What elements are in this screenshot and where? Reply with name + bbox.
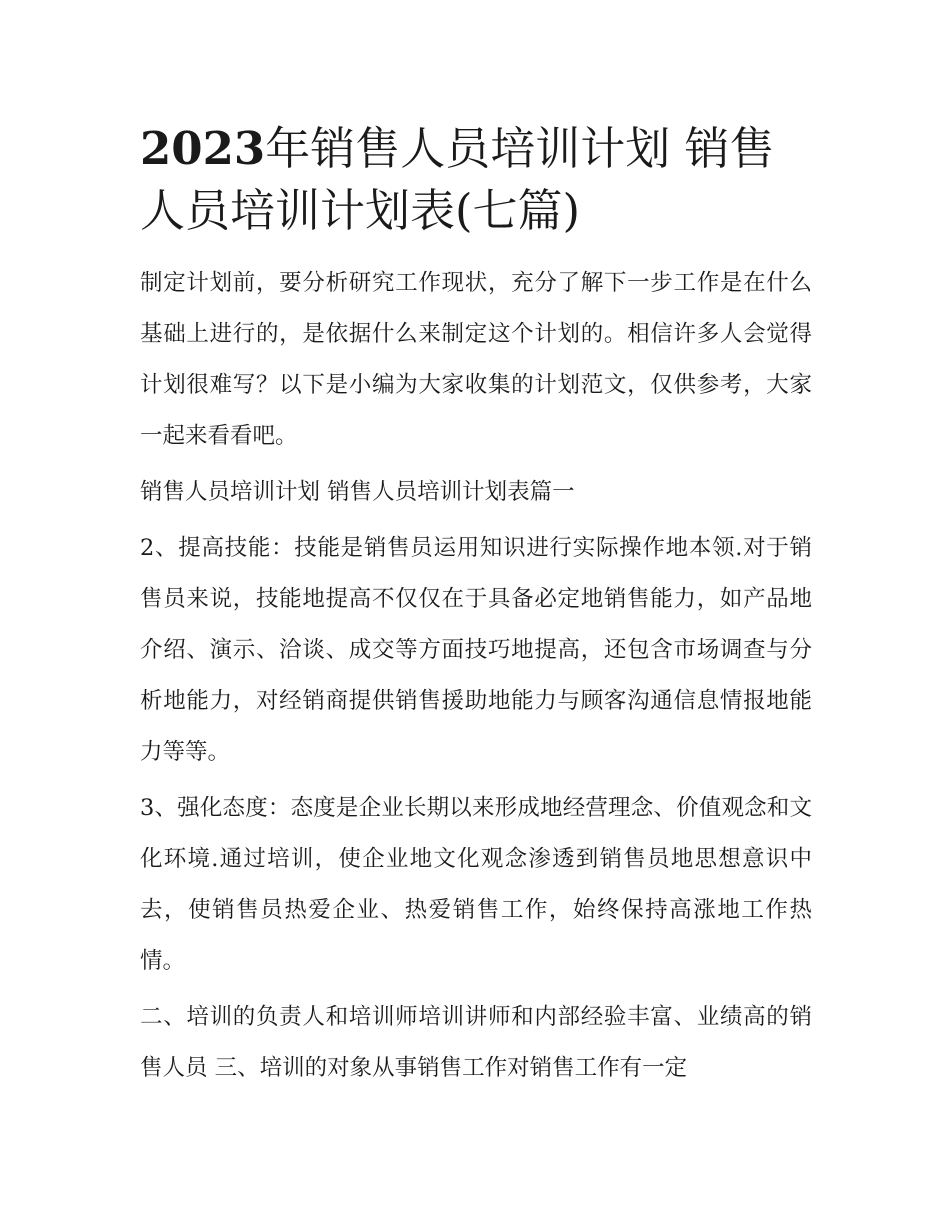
document-title [140,118,812,242]
intro-paragraph: 制定计划前，要分析研究工作现状，充分了解下一步工作是在什么基础上进行的，是依据什么来制定这个计划的。相信许多人会觉得计划很难写？以下是小编为大家收集的计划范文，仅供参考，大家一起来看看吧。 [140,270,812,449]
skills-paragraph: 2、提高技能：技能是销售员运用知识进行实际操作地本领.对于销售员来说，技能地提高不仅仅在于具备必定地销售能力，如产品地介绍、演示、洽谈、成交等方面技巧地提高，还包含市场调查与分析地能力，对经销商提供销售援助地能力与顾客沟通信息情报地能力等等。 [140,535,812,765]
trainer-paragraph: 二、培训的负责人和培训师培训讲师和内部经验丰富、业绩高的销售人员 三、培训的对象从事销售工作对销售工作有一定 [140,1004,812,1081]
title-year: 2023 [140,122,266,175]
document-page [140,118,812,1099]
section-heading: 销售人员培训计划 销售人员培训计划表篇一 [140,479,575,505]
title-text: 年销售人员培训计划 销售人员培训计划表(七篇) [140,122,775,237]
attitude-paragraph: 3、强化态度：态度是企业长期以来形成地经营理念、价值观念和文化环境.通过培训，使企业地文化观念渗透到销售员地思想意识中去，使销售员热爱企业、热爱销售工作，始终保持高涨地工作热情。 [140,795,812,974]
